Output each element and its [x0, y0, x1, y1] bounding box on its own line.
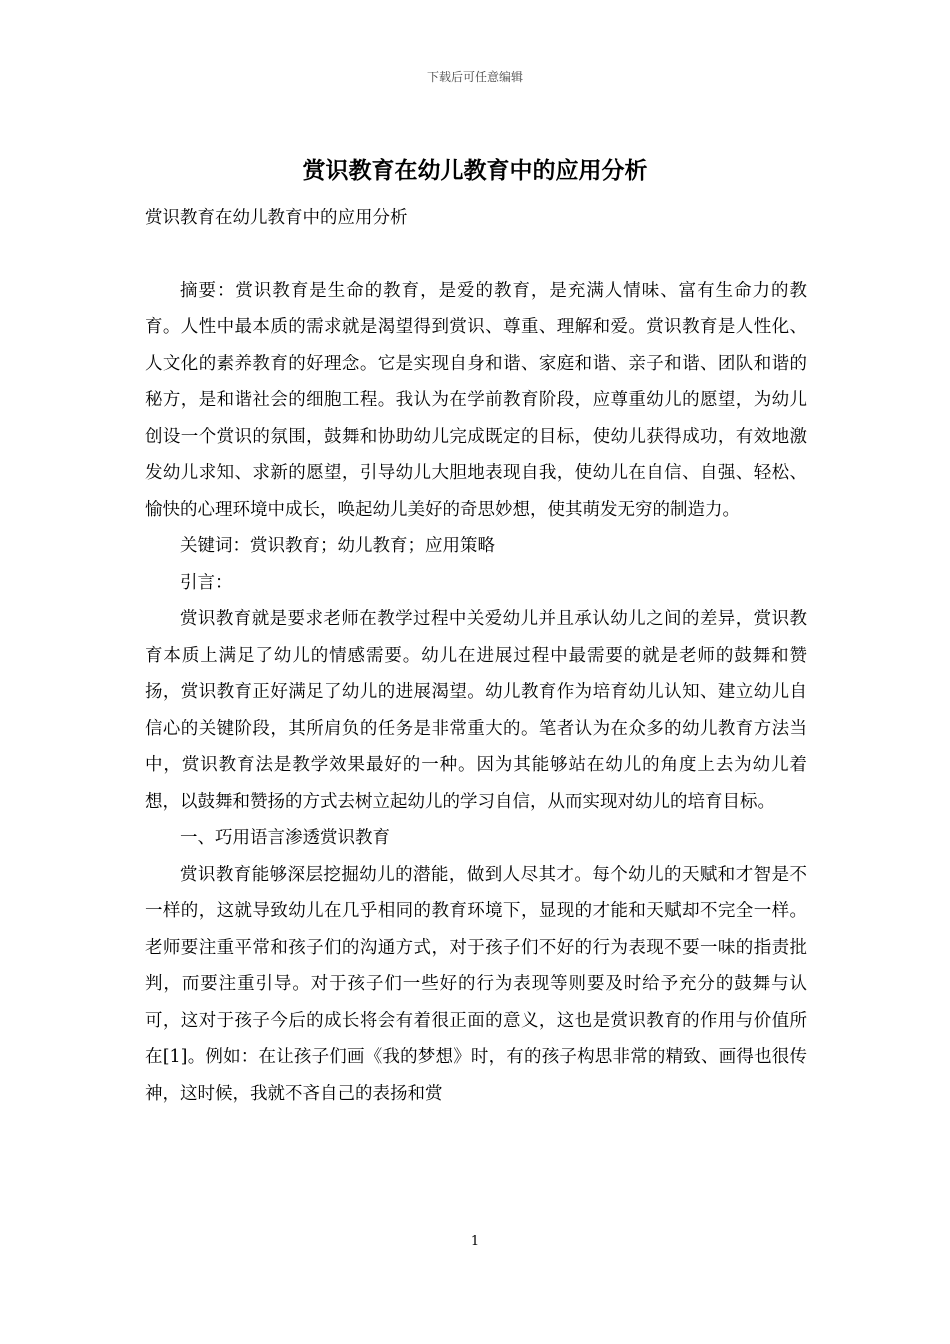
keywords-paragraph: 关键词：赏识教育；幼儿教育；应用策略: [180, 536, 495, 556]
abstract-paragraph: 摘要：赏识教育是生命的教育，是爱的教育，是充满人情味、富有生命力的教育。人性中最本质的需求就是渴望得到赏识、尊重、理解和爱。赏识教育是人性化、人文化的素养教育的好理念。它是实现自身和谐、家庭和谐、亲子和谐、团队和谐的秘方，是和谐社会的细胞工程。我认为在学前教育阶段，应尊重幼儿的愿望，为幼儿创设一个赏识的氛围，鼓舞和协助幼儿完成既定的目标，使幼儿获得成功，有效地激发幼儿求知、求新的愿望，引导幼儿大胆地表现自我，使幼儿在自信、自强、轻松、愉快的心理环境中成长，唤起幼儿美好的奇思妙想，使其萌发无穷的制造力。: [145, 280, 807, 520]
introduction-paragraph: 赏识教育就是要求老师在教学过程中关爱幼儿并且承认幼儿之间的差异，赏识教育本质上满足了幼儿的情感需要。幼儿在进展过程中最需要的就是老师的鼓舞和赞扬，赏识教育正好满足了幼儿的进展渴望。幼儿教育作为培育幼儿认知、建立幼儿自信心的关键阶段，其所肩负的任务是非常重大的。笔者认为在众多的幼儿教育方法当中，赏识教育法是教学效果最好的一种。因为其能够站在幼儿的角度上去为幼儿着想，以鼓舞和赞扬的方式去树立起幼儿的学习自信，从而实现对幼儿的培育目标。: [145, 609, 807, 812]
page-header: 下载后可任意编辑: [426, 70, 523, 84]
page-number: 1: [470, 1234, 480, 1249]
section-1-paragraph: 赏识教育能够深层挖掘幼儿的潜能，做到人尽其才。每个幼儿的天赋和才智是不一样的，这就导致幼儿在几乎相同的教育环境下，显现的才能和天赋却不完全一样。老师要注重平常和孩子们的沟通方式，对于孩子们不好的行为表现不要一味的指责批判，而要注重引导。对于孩子们一些好的行为表现等则要及时给予充分的鼓舞与认可，这对于孩子今后的成长将会有着很正面的意义，这也是赏识教育的作用与价值所在[1]。例如：在让孩子们画《我的梦想》时，有的孩子构思非常的精致、画得也很传神，这时候，我就不吝自己的表扬和赏: [145, 864, 807, 1104]
document-body: [145, 200, 807, 1112]
document-subtitle: 赏识教育在幼儿教育中的应用分析: [145, 208, 408, 228]
section-heading-1: 一、巧用语言渗透赏识教育: [180, 828, 390, 848]
document-title: 赏识教育在幼儿教育中的应用分析: [302, 157, 648, 184]
introduction-heading: 引言：: [180, 572, 233, 593]
